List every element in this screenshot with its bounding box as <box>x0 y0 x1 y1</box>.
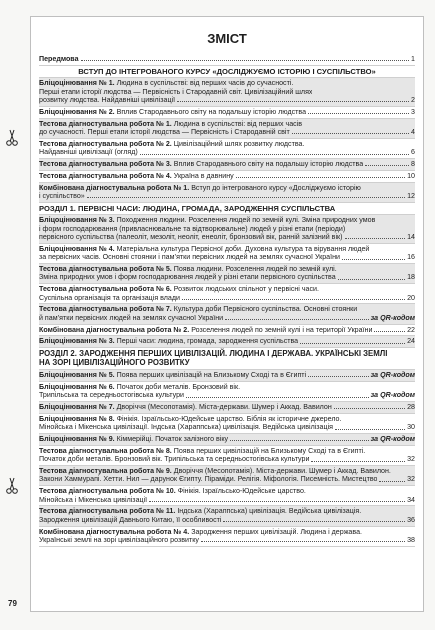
toc-entry-line <box>39 467 415 475</box>
toc-entry-line <box>39 447 415 455</box>
assessment-label: Бліцоцінювання № 9. <box>39 435 115 443</box>
toc-page-number: 28 <box>407 403 415 411</box>
toc-entry-text: Тестова діагностувальна робота № 4. Україна в давнину <box>39 171 234 180</box>
toc-entry-line <box>39 108 415 116</box>
section-heading: РОЗДІЛ 1. ПЕРВІСНІ ЧАСИ: ЛЮДИНА, ГРОМАДА, ЗАРОДЖЕННЯ СУСПІЛЬСТВА <box>39 203 415 215</box>
toc-entry <box>39 119 415 139</box>
dot-leader <box>201 541 405 542</box>
toc-entry-line <box>39 233 415 241</box>
toc-entry-line <box>39 528 415 536</box>
toc-page-number: 16 <box>407 253 415 262</box>
toc-entry-text: Тестова діагностувальна робота № 9. Дворіччя (Месопотамія). Міста-держави. Шумер і Аккад. Вавилон. <box>39 467 391 475</box>
toc-entry-text: Комбінована діагностувальна робота № 1. Вступ до інтегрованого курсу «Досліджуємо історію <box>39 183 361 192</box>
qr-code-reference: за QR-кодом <box>370 313 415 322</box>
toc-entry-text: Тестова діагностувальна робота № 2. Цивілізаційний шлях розвитку людства. <box>39 139 305 148</box>
toc-page-number: 34 <box>407 495 415 504</box>
toc-entry-text: Мінойська і Мікенська цивілізації <box>39 495 148 504</box>
toc-entry-text: Суспільна організація та організація влади <box>39 293 180 302</box>
toc-page-number: 10 <box>407 171 415 180</box>
toc-page-number: 18 <box>407 273 415 282</box>
toc-entry <box>39 434 415 446</box>
toc-entry-line <box>39 536 415 544</box>
toc-entry-line <box>39 148 415 156</box>
toc-entry-line <box>39 273 415 281</box>
toc-entry-text: Тестова діагностувальна робота № 8. Поява перших цивілізацій на Близькому Сході та в Єгипті. <box>39 446 366 455</box>
assessment-label: Тестова діагностувальна робота № 6. <box>39 285 172 294</box>
toc-entry-text: Початок доби металів. Бронзовий вік. Трипільська та середньостогівська культури <box>39 455 310 464</box>
toc-entry-line <box>39 245 415 253</box>
dot-leader <box>223 521 405 522</box>
section-heading-line: РОЗДІЛ 2. ЗАРОДЖЕННЯ ПЕРШИХ ЦИВІЛІЗАЦІЙ. ЛЮДИНА І ДЕРЖАВА. УКРАЇНСЬКІ ЗЕМЛІ <box>39 349 388 359</box>
toc-entry-text: Бліцоцінювання № 1. Людина в суспільстві: від перших часів до сучасності. <box>39 79 294 88</box>
toc-entry-line <box>39 253 415 261</box>
toc-entry-text: первісного суспільства (палеоліт, мезоліт, неоліт, енеоліт, бронзовий вік, ранній залізний вік) <box>39 233 343 241</box>
toc-entry-line <box>39 265 415 273</box>
dot-leader <box>236 177 405 178</box>
toc-page-number: 1 <box>411 55 415 63</box>
toc-entry <box>39 171 415 183</box>
toc-entry-line <box>39 371 415 379</box>
section-heading-line: НА ЗОРІ ЦИВІЛІЗАЦІЙНОГО РОЗВИТКУ <box>39 358 190 368</box>
toc-entry <box>39 325 415 337</box>
assessment-label: Бліцоцінювання № 4. <box>39 244 115 253</box>
toc-entry-text: Тестова діагностувальна робота № 5. Поява людини. Розселення людей по земній кулі. <box>39 265 337 273</box>
assessment-label: Тестова діагностувальна робота № 2. <box>39 139 172 148</box>
toc-entry-line <box>39 160 415 168</box>
toc-entry-text: Тестова діагностувальна робота № 6. Розвиток людських спільнот у первісні часи. <box>39 285 319 294</box>
toc-entry <box>39 107 415 119</box>
toc-entry-text: Бліцоцінювання № 2. Вплив Стародавнього світу на подальшу історію людства <box>39 107 307 116</box>
assessment-label: Бліцоцінювання № 2. <box>39 107 115 116</box>
toc-entry-text: Найдавніші цивілізації (огляд) <box>39 148 138 157</box>
toc-entry-text: Закони Хаммурапі. Хетти. Нил — дарунок Єгипту. Піраміди. Релігія. Міфологія. Писемність. Мистецтво <box>39 475 378 484</box>
toc-entry-text: Тестова діагностувальна робота № 1. Людина в суспільстві: від перших часів <box>39 119 303 128</box>
toc-page-number: 2 <box>411 96 415 104</box>
dot-leader <box>186 397 369 398</box>
toc-entry-line <box>39 225 415 233</box>
dot-leader <box>335 429 405 430</box>
assessment-label: Тестова діагностувальна робота № 7. <box>39 305 172 314</box>
toc-entry-text: Бліцоцінювання № 6. Початок доби металів. Бронзовий вік. <box>39 382 241 391</box>
toc-page-number: 32 <box>407 475 415 484</box>
dot-leader <box>374 331 405 332</box>
assessment-label: Бліцоцінювання № 3. <box>39 337 115 346</box>
toc-entry-line <box>39 423 415 431</box>
toc-entry-line <box>39 192 415 200</box>
dot-leader <box>81 60 410 61</box>
dot-leader <box>334 408 405 409</box>
dot-leader <box>342 259 405 260</box>
toc-entry <box>39 382 415 402</box>
toc-entry-text: і форм господарювання (привласнювальне та відтворювальне) людей у різні етапи (періоди) <box>39 224 346 233</box>
toc-entry <box>39 215 415 244</box>
toc-page-number: 36 <box>407 515 415 524</box>
toc-entry-line <box>39 507 415 515</box>
toc-entry-line <box>39 383 415 391</box>
toc-page-number: 30 <box>407 423 415 432</box>
toc-entry-line <box>39 415 415 423</box>
toc-entry <box>39 54 415 66</box>
assessment-label: Бліцоцінювання № 1. <box>39 79 115 88</box>
assessment-label: Тестова діагностувальна робота № 3. <box>39 160 172 168</box>
dot-leader <box>311 461 405 462</box>
toc-entry <box>39 284 415 304</box>
assessment-label: Бліцоцінювання № 7. <box>39 403 115 411</box>
assessment-label: Тестова діагностувальна робота № 11. <box>39 507 176 516</box>
toc-entry-line <box>39 337 415 345</box>
page-number: 79 <box>8 599 17 608</box>
toc-entry-line <box>39 435 415 443</box>
assessment-label: Комбінована діагностувальна робота № 4. <box>39 527 190 536</box>
toc-entry-line <box>39 455 415 463</box>
toc-entry-line <box>39 55 415 63</box>
toc-entry-text: Передмова <box>39 55 79 63</box>
toc-entry-text: Тестова діагностувальна робота № 11. Індська (Хараппська) цивілізація. Ведійська цивілізація. <box>39 507 362 516</box>
section-heading: ВСТУП ДО ІНТЕГРОВАНОГО КУРСУ «ДОСЛІДЖУЄМО ІСТОРІЮ І СУСПІЛЬСТВО» <box>39 66 415 78</box>
table-of-contents <box>31 54 423 547</box>
toc-entry-text: Українські землі на зорі цивілізаційного розвитку <box>39 536 199 545</box>
toc-page-number: 14 <box>407 233 415 241</box>
toc-page-number: 6 <box>411 148 415 157</box>
toc-entry <box>39 264 415 284</box>
toc-entry <box>39 446 415 466</box>
toc-entry-text: Зародження цивілізацій Давнього Китаю, її особливості <box>39 515 222 524</box>
dot-leader <box>379 481 405 482</box>
toc-entry-line <box>39 305 415 313</box>
toc-entry-line <box>39 294 415 302</box>
toc-page-number: 24 <box>407 337 415 346</box>
toc-entry-text: Бліцоцінювання № 3. Перші часи: людина, громада, зародження суспільства <box>39 337 299 346</box>
toc-entry-line <box>39 487 415 495</box>
qr-code-reference: за QR-кодом <box>370 435 415 443</box>
toc-entry-text: Тестова діагностувальна робота № 10. Фінікія. Ізраїльсько-Юдейське царство. <box>39 487 306 496</box>
toc-entry <box>39 139 415 159</box>
toc-entry-text: Мінойська і Мікенська цивілізації. Індська (Хараппська) цивілізація. Ведійська цивілізація <box>39 423 333 432</box>
toc-entry-line <box>39 96 415 104</box>
toc-page-number: 8 <box>411 160 415 168</box>
assessment-label: Бліцоцінювання № 8. <box>39 414 115 423</box>
toc-entry-text: Бліцоцінювання № 4. Матеріальна культура Первісної доби. Духовна культура та вірування людей <box>39 244 370 253</box>
assessment-label: Тестова діагностувальна робота № 9. <box>39 467 172 475</box>
toc-entry-text: розвитку людства. Найдавніші цивілізації <box>39 96 176 104</box>
toc-entry-line <box>39 326 415 334</box>
toc-page <box>30 16 424 612</box>
dot-leader <box>365 165 409 166</box>
scissors-icon <box>6 476 18 496</box>
dot-leader <box>230 440 368 441</box>
toc-entry-line <box>39 403 415 411</box>
toc-entry-line <box>39 475 415 483</box>
toc-entry-text: Бліцоцінювання № 5. Поява перших цивілізацій на Близькому Сході та в Єгипті <box>39 371 307 379</box>
toc-entry-line <box>39 140 415 148</box>
dot-leader <box>300 343 405 344</box>
toc-entry-text: й пам’ятки первісних людей на землях сучасної України <box>39 313 224 322</box>
section-heading <box>39 348 415 370</box>
toc-entry-text: Тестова діагностувальна робота № 7. Культура доби Первісного суспільства. Основні стоянки <box>39 305 358 314</box>
dot-leader <box>308 113 409 114</box>
toc-page-number: 22 <box>407 325 415 334</box>
toc-entry-line <box>39 496 415 504</box>
toc-page-number: 3 <box>411 107 415 116</box>
toc-entry-line <box>39 285 415 293</box>
page-title: ЗМІСТ <box>207 31 247 46</box>
scissors-icon <box>6 128 18 148</box>
toc-page-number: 32 <box>407 455 415 464</box>
assessment-label: Бліцоцінювання № 6. <box>39 382 115 391</box>
toc-entry <box>39 370 415 382</box>
dot-leader <box>308 376 368 377</box>
dot-leader <box>292 133 409 134</box>
toc-entry <box>39 78 415 107</box>
toc-entry <box>39 244 415 264</box>
toc-entry-line <box>39 314 415 322</box>
toc-entry-text: Трипільська та середньостогівська культури <box>39 391 185 400</box>
assessment-label: Тестова діагностувальна робота № 10. <box>39 487 176 496</box>
dot-leader <box>177 101 409 102</box>
toc-entry <box>39 159 415 171</box>
toc-entry <box>39 466 415 486</box>
toc-entry-line <box>39 128 415 136</box>
toc-entry <box>39 527 415 547</box>
assessment-label: Тестова діагностувальна робота № 8. <box>39 446 172 455</box>
toc-page-number: 20 <box>407 293 415 302</box>
toc-entry <box>39 402 415 414</box>
toc-page-number: 4 <box>411 128 415 136</box>
dot-leader <box>149 501 405 502</box>
toc-entry-line <box>39 172 415 180</box>
assessment-label: Бліцоцінювання № 3. <box>39 216 115 225</box>
assessment-label: Тестова діагностувальна робота № 4. <box>39 171 172 180</box>
dot-leader <box>140 154 409 155</box>
toc-entry-line <box>39 120 415 128</box>
assessment-label: Тестова діагностувальна робота № 1. <box>39 119 172 128</box>
toc-entry <box>39 486 415 506</box>
toc-entry-text: Перші етапи історії людства — Первісність і Стародавній світ. Цивілізаційний шлях <box>39 87 313 96</box>
dot-leader <box>87 197 405 198</box>
toc-entry-text: Бліцоцінювання № 8. Фінікія. Ізраїльсько-Юдейське царство. Біблія як історичне джерело. <box>39 414 342 423</box>
dot-leader <box>338 279 405 280</box>
toc-page-number: 12 <box>407 192 415 200</box>
toc-entry-line <box>39 184 415 192</box>
toc-entry-text: Комбінована діагностувальна робота № 4. Зародження перших цивілізацій. Людина і держава. <box>39 527 362 536</box>
dot-leader <box>182 299 405 300</box>
assessment-label: Комбінована діагностувальна робота № 1. <box>39 183 190 192</box>
dot-leader <box>225 319 368 320</box>
toc-entry-text: до сучасності. Перші етапи історії людства — Первісність і Стародавній світ <box>39 128 290 136</box>
toc-entry-text: за первісних часів. Основні стоянки і пам’ятки первісних людей на землях сучасної України <box>39 253 340 262</box>
toc-entry-text: і суспільство» <box>39 192 85 200</box>
toc-entry-text: Бліцоцінювання № 7. Дворіччя (Месопотамія). Міста-держави. Шумер і Аккад. Вавилон <box>39 403 332 411</box>
qr-code-reference: за QR-кодом <box>370 371 415 379</box>
qr-code-reference: за QR-кодом <box>370 391 415 400</box>
toc-entry <box>39 304 415 324</box>
toc-page-number: 38 <box>407 536 415 545</box>
toc-entry <box>39 506 415 526</box>
toc-entry-line <box>39 79 415 87</box>
toc-entry-line <box>39 391 415 399</box>
toc-entry-text: Бліцоцінювання № 3. Походження людини. Розселення людей по земній кулі. Зміна природних умов <box>39 216 376 225</box>
toc-entry-line <box>39 88 415 96</box>
toc-entry-text: Зміна природних умов і форм господарювання людей у різні етапи первісного суспільства <box>39 273 336 282</box>
assessment-label: Тестова діагностувальна робота № 5. <box>39 265 172 273</box>
toc-entry <box>39 414 415 434</box>
toc-entry <box>39 183 415 203</box>
toc-entry-text: Тестова діагностувальна робота № 3. Вплив Стародавнього світу на подальшу історію людства <box>39 160 364 168</box>
assessment-label: Бліцоцінювання № 5. <box>39 371 115 379</box>
toc-entry <box>39 336 415 348</box>
dot-leader <box>345 238 406 239</box>
toc-entry-text: Комбінована діагностувальна робота № 2. Розселення людей по земній кулі і на території України <box>39 325 373 334</box>
toc-entry-text: Бліцоцінювання № 9. Кіммерійці. Початок залізного віку <box>39 435 229 443</box>
assessment-label: Комбінована діагностувальна робота № 2. <box>39 325 190 334</box>
toc-entry-line <box>39 516 415 524</box>
toc-entry-line <box>39 216 415 224</box>
